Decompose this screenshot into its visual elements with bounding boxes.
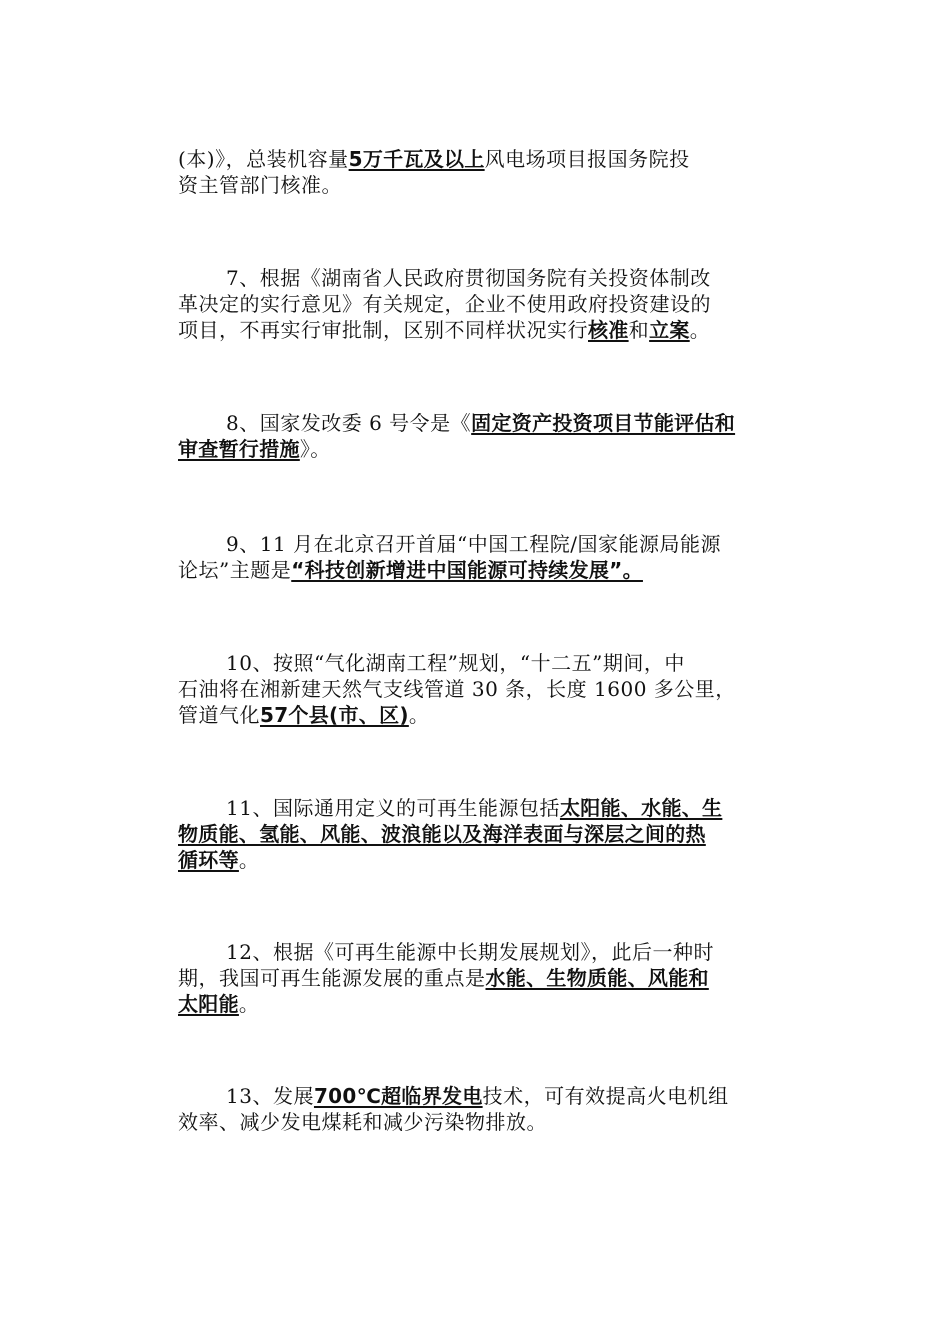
paragraph-item-12 — [178, 939, 778, 1017]
text-line — [178, 1083, 778, 1109]
answer-text: 核准 — [588, 318, 629, 342]
answer-text: 57个县(市、区) — [260, 703, 409, 727]
text-line — [178, 291, 778, 317]
text-line — [178, 702, 778, 728]
text-line — [178, 557, 778, 583]
text-line — [178, 172, 778, 198]
body-text: 。 — [689, 318, 711, 342]
paragraph-item-6-tail — [178, 146, 778, 198]
body-text: 管道气化 — [178, 703, 260, 727]
answer-text: 循环等 — [178, 848, 239, 872]
text-line — [178, 531, 778, 557]
text-line — [178, 265, 778, 291]
text-line — [178, 1109, 778, 1135]
body-text: 。 — [408, 703, 430, 727]
answer-text: 700℃超临界发电 — [313, 1084, 483, 1108]
text-line — [178, 965, 778, 991]
answer-text: 太阳能 — [178, 992, 239, 1016]
paragraph-item-13 — [178, 1083, 778, 1135]
body-text: 石油将在湘新建天然气支线管道 30 条，长度 1600 多公里， — [178, 677, 736, 701]
answer-text: 太阳能、水能、生 — [559, 796, 723, 820]
text-line — [178, 146, 778, 172]
body-text: 。 — [238, 848, 260, 872]
text-line — [178, 436, 778, 462]
body-text: 。 — [238, 992, 260, 1016]
body-text: 8、国家发改委 6 号令是《 — [226, 411, 472, 435]
text-line — [178, 676, 778, 702]
text-line — [178, 821, 778, 847]
answer-text: 水能、生物质能、风能和 — [485, 966, 709, 990]
text-line — [178, 650, 778, 676]
body-text: 》。 — [299, 437, 331, 461]
paragraph-item-10 — [178, 650, 778, 728]
body-text: 资主管部门核准。 — [178, 173, 342, 197]
answer-text: 固定资产投资项目节能评估和 — [471, 411, 736, 435]
body-text: 9、11 月在北京召开首届“中国工程院/国家能源局能源 — [226, 532, 721, 556]
body-text: (本)》，总装机容量 — [178, 147, 349, 171]
body-text: 13、发展 — [226, 1084, 314, 1108]
paragraph-item-7 — [178, 265, 778, 343]
body-text: 技术，可有效提高火电机组 — [482, 1084, 729, 1108]
answer-text: 立案 — [649, 318, 690, 342]
body-text: 效率、减少发电煤耗和减少污染物排放。 — [178, 1110, 547, 1134]
text-line — [178, 991, 778, 1017]
text-line — [178, 317, 778, 343]
text-line — [178, 939, 778, 965]
paragraph-item-8 — [178, 410, 778, 462]
text-line — [178, 410, 778, 436]
answer-text: 5万千瓦及以上 — [348, 147, 485, 171]
answer-text: 物质能、氢能、风能、波浪能以及海洋表面与深层之间的热 — [178, 822, 706, 846]
answer-text: “科技创新增进中国能源可持续发展”。 — [291, 558, 643, 582]
body-text: 期，我国可再生能源发展的重点是 — [178, 966, 486, 990]
paragraph-item-9 — [178, 531, 778, 583]
body-text: 论坛”主题是 — [178, 558, 292, 582]
text-line — [178, 795, 778, 821]
paragraph-item-11 — [178, 795, 778, 873]
body-text: 10、按照“气化湖南工程”规划，“十二五”期间，中 — [226, 651, 685, 675]
body-text: 7、根据《湖南省人民政府贯彻国务院有关投资体制改 — [226, 266, 711, 290]
body-text: 革决定的实行意见》有关规定，企业不使用政府投资建设的 — [178, 292, 711, 316]
body-text: 11、国际通用定义的可再生能源包括 — [226, 796, 560, 820]
text-line — [178, 847, 778, 873]
body-text: 和 — [628, 318, 650, 342]
body-text: 风电场项目报国务院投 — [484, 147, 690, 171]
body-text: 项目，不再实行审批制，区别不同样状况实行 — [178, 318, 588, 342]
body-text: 12、根据《可再生能源中长期发展规划》，此后一种时 — [226, 940, 714, 964]
answer-text: 审查暂行措施 — [178, 437, 300, 461]
